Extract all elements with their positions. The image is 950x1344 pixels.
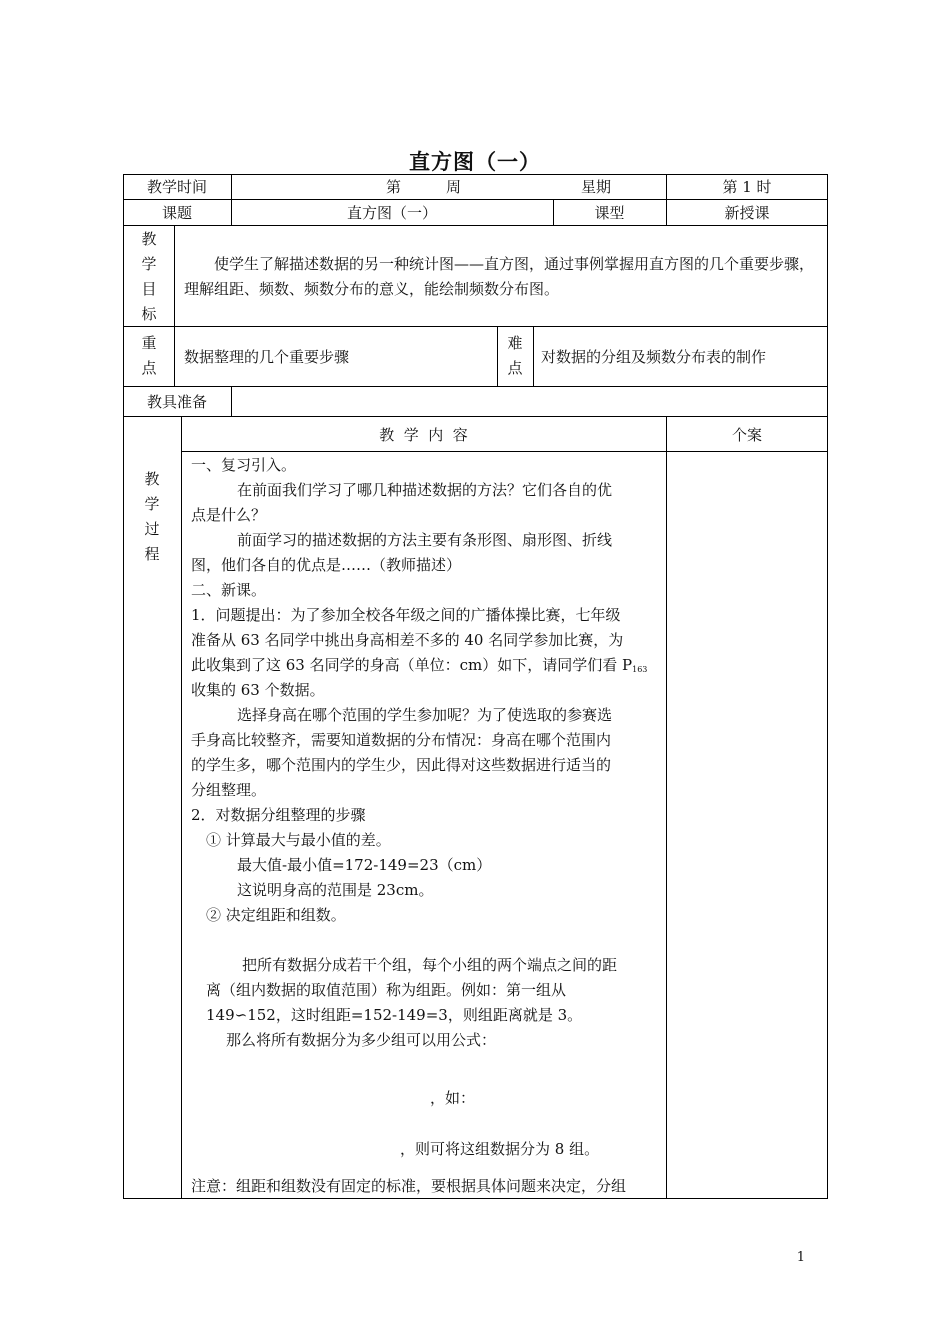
objectives-text: 使学生了解描述数据的另一种统计图——直方图，通过事例掌握用直方图的几个重要步骤，理解组距、频数、频数分布的意义，能绘制频数分布图。	[184, 255, 815, 298]
content-line: 的学生多，哪个范围内的学生少，因此得对这些数据进行适当的	[191, 756, 612, 774]
page-title: 直方图（一）	[409, 149, 541, 174]
content-line: 选择身高在哪个范围的学生参加呢？为了使选取的参赛选	[237, 706, 613, 724]
lesson-type-value: 新授课	[724, 204, 770, 222]
week-suffix: 周	[446, 178, 462, 196]
content-line: 2．对数据分组整理的步骤	[191, 806, 366, 824]
table-rule	[666, 416, 667, 1199]
table-rule	[123, 199, 828, 200]
content-line: ，如：	[430, 1089, 476, 1107]
content-line: ① 计算最大与最小值的差。	[206, 831, 391, 849]
week-prefix: 第	[386, 178, 402, 196]
table-rule	[123, 326, 828, 327]
content-line: 这说明身高的范围是 23cm。	[237, 881, 434, 899]
notes-header: 个案	[731, 426, 762, 444]
content-line: 图，他们各自的优点是……（教师描述）	[191, 556, 462, 574]
content-line: 分组整理。	[191, 781, 267, 799]
table-rule	[174, 225, 175, 387]
period-value: 第 1 时	[722, 178, 772, 196]
process-label: 教 学 过 程	[144, 470, 160, 563]
content-line: 收集的 63 个数据。	[191, 681, 325, 699]
page-number: 1	[796, 1250, 805, 1265]
content-line: ② 决定组距和组数。	[206, 906, 346, 924]
topic-label: 课题	[161, 204, 192, 222]
content-line: 最大值-最小值=172-149=23（cm）	[237, 856, 492, 874]
content-line: 二、新课。	[191, 581, 267, 599]
key-points-label: 重 点	[141, 334, 157, 377]
content-line: 此收集到了这 63 名同学的身高（单位：cm）如下，请同学们看 $P_{163}$	[191, 656, 648, 674]
lesson-type-label: 课型	[594, 204, 625, 222]
content-line: 把所有数据分成若干个组，每个小组的两个端点之间的距	[242, 956, 618, 974]
content-line: 一、复习引入。	[191, 456, 297, 474]
content-line: 在前面我们学习了哪几种描述数据的方法？它们各自的优	[237, 481, 613, 499]
objectives-label: 教 学 目 标	[141, 230, 157, 323]
content-line: 1．问题提出：为了参加全校各年级之间的广播体操比赛，七年级	[191, 606, 621, 624]
table-rule	[181, 416, 182, 1199]
key-points-text: 数据整理的几个重要步骤	[184, 348, 350, 366]
table-rule	[231, 386, 232, 417]
table-rule	[123, 386, 828, 387]
teaching-time-label: 教学时间	[146, 178, 207, 196]
content-line: 离（组内数据的取值范围）称为组距。例如：第一组从	[206, 981, 567, 999]
table-rule	[497, 326, 498, 387]
content-line: 准备从 63 名同学中挑出身高相差不多的 40 名同学参加比赛，为	[191, 631, 624, 649]
table-rule	[123, 416, 828, 417]
table-rule	[123, 225, 828, 226]
weekday-label: 星期	[581, 178, 612, 196]
tools-label: 教具准备	[146, 393, 207, 411]
table-rule	[181, 451, 828, 452]
content-line: 注意：组距和组数没有固定的标准，要根据具体问题来决定，分组	[191, 1177, 627, 1195]
content-line: 那么将所有数据分为多少组可以用公式：	[226, 1031, 497, 1049]
content-header: 教 学 内 容	[379, 426, 468, 444]
table-rule	[533, 326, 534, 387]
content-line: ，则可将这组数据分为 8 组。	[400, 1140, 600, 1158]
content-line: 前面学习的描述数据的方法主要有条形图、扇形图、折线	[237, 531, 613, 549]
content-line: 手身高比较整齐，需要知道数据的分布情况：身高在哪个范围内	[191, 731, 612, 749]
content-line: 149∽152，这时组距=152-149=3，则组距离就是 3。	[206, 1006, 583, 1024]
topic-value: 直方图（一）	[346, 204, 437, 222]
content-line: 点是什么？	[191, 506, 267, 524]
difficulty-label: 难 点	[507, 334, 523, 377]
difficulty-text: 对数据的分组及频数分布表的制作	[541, 348, 767, 366]
